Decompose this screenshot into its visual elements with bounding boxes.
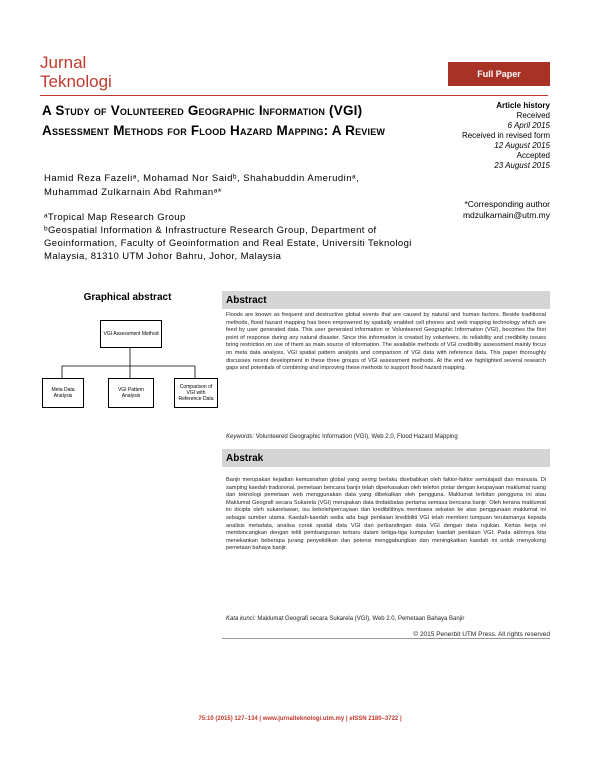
copyright-notice: © 2015 Penerbit UTM Press. All rights reserved bbox=[413, 631, 550, 638]
accepted-label: Accepted bbox=[516, 151, 550, 160]
affiliation-a: ᵃTropical Map Research Group bbox=[44, 212, 186, 223]
abstract-keywords-value: Volunteered Geographic Information (VGI), Web 2.0, Flood Hazard Mapping bbox=[255, 434, 458, 440]
abstrak-text: Banjir merupakan kejadian kemusnahan global yang sering berlaku disebabkan oleh faktor-faktor semulajadi dan manusia. Di samping kaedah tradisional, pemetaan bencana banjir telah diperkasakan oleh telefon pintar dengan keupayaan maklumat ruang dan teknologi pemetaan web menggunakan data yang dibekalkan oleh pengguna. Maklumat terbitan pengguna ini atau Maklumat Geografi secara Sukarela (VGI) merupakan data tindakbalas pertama semasa bencana banjir. Oleh kerana maklumat ini dicipta oleh sukarelawan, isu kebolehpercayaan dan kredibilitinya membawa sekatan ke atas penggunaan maklumat ini sebagai sumber utama. Kaedah-kaedah sedia ada bagi penilaian kredibiliti VGI telah memberi tumpuan terutamanya kepada analisis metadata, analisa corak spatial data VGI dan perbandingan data VGI dengan data rujukan. Kertas kerja ini membincangkan dengan teliti pembangunan terbaru dalam ketiga-tiga kumpulan kaedah penilaian VGI. Pada akhirnya kita menekankan beberapa jurang penyelidikan dan potensi menggabungkan dan meningkatkan kaedah ini untuk menyokong pemetaan bahaya banjir. bbox=[226, 477, 546, 552]
meta-data-analysis-box: Meta Data Analysis bbox=[42, 378, 84, 408]
graphical-abstract-title: Graphical abstract bbox=[83, 292, 172, 303]
accepted-date: 23 August 2015 bbox=[494, 161, 550, 170]
comparison-reference-data-box: Comparison of VGI with Reference Data bbox=[174, 378, 218, 408]
journal-name-line1: Jurnal bbox=[40, 53, 87, 72]
revised-label: Received in revised form bbox=[461, 131, 550, 140]
abstract-heading: Abstract bbox=[222, 291, 550, 309]
full-paper-badge: Full Paper bbox=[448, 62, 550, 86]
journal-name-line2: Teknologi bbox=[40, 72, 112, 91]
revised-date: 12 August 2015 bbox=[494, 141, 550, 150]
received-label: Received bbox=[516, 111, 550, 120]
article-history-heading: Article history bbox=[496, 101, 550, 110]
affiliations bbox=[44, 211, 414, 263]
corresponding-label: *Corresponding author bbox=[464, 199, 550, 209]
corresponding-email[interactable]: mdzulkarnain@utm.my bbox=[462, 210, 550, 220]
received-date: 6 April 2015 bbox=[507, 121, 550, 130]
copyright-divider bbox=[222, 638, 550, 639]
affiliation-b: ᵇGeospatial Information & Infrastructure Research Group, Department of Geoinformation, Faculty of Geoinformation and Real Estate, Universiti Teknologi Malaysia, 81310 UTM Johor Bahru, Johor, Malaysia bbox=[44, 225, 412, 262]
paper-title: A Study of Volunteered Geographic Information (VGI) Assessment Methods for Flood Hazard Mapping: A Review bbox=[42, 103, 386, 138]
abstrak-heading: Abstrak bbox=[222, 449, 550, 467]
abstrak-keywords bbox=[226, 615, 546, 623]
author-list: Hamid Reza Fazeliᵃ, Mohamad Nor Saidᵇ, Shahabuddin Amerudinᵃ, Muhammad Zulkarnain Abd Rahmanᵃ* bbox=[44, 173, 360, 198]
journal-name bbox=[40, 53, 112, 91]
abstract-keywords-label: Keywords: bbox=[226, 434, 255, 440]
abstract-text: Floods are known as frequent and destructive global events that are caused by natural and human factors. Beside traditional methods, flood hazard mapping has been empowered by spatially enabled cell phones and web mapping technology which are feed by user generated data. This user generated information or Volunteered Geographic Information (VGI), becomes the first point of response during any natural disaster. Since this information is created by volunteers, its reliability and credibility issues bring restriction on use of them as main source of information. The available methods of VGI credibility assessment mainly focus on meta data analysis, VGI spatial pattern analysis and comparison of VGI data with reference data. This paper thoroughly discusses recent development in these three groups of VGI assessment methods. At the end we highlighted several research gaps and potentials of combining and improving these methods to support flood hazard mapping. bbox=[226, 312, 546, 372]
abstrak-keywords-value: Maklumat Geografi secara Sukarela (VGI), Web 2.0, Pemetaan Bahaya Banjir bbox=[257, 616, 465, 622]
article-history bbox=[420, 101, 550, 171]
page-footer: 75:10 (2015) 127–134 | www.jurnalteknologi.utm.my | eISSN 2180–3722 | bbox=[198, 716, 402, 722]
header-divider bbox=[40, 95, 548, 96]
graphical-abstract-diagram bbox=[40, 310, 215, 420]
vgi-assessment-method-box: VGI Assessment Method bbox=[100, 320, 162, 348]
abstrak-keywords-label: Kata kunci: bbox=[226, 616, 256, 622]
abstract-keywords bbox=[226, 433, 546, 441]
corresponding-author bbox=[420, 199, 550, 221]
vgi-pattern-analysis-box: VGI Pattern Analysis bbox=[108, 378, 154, 408]
